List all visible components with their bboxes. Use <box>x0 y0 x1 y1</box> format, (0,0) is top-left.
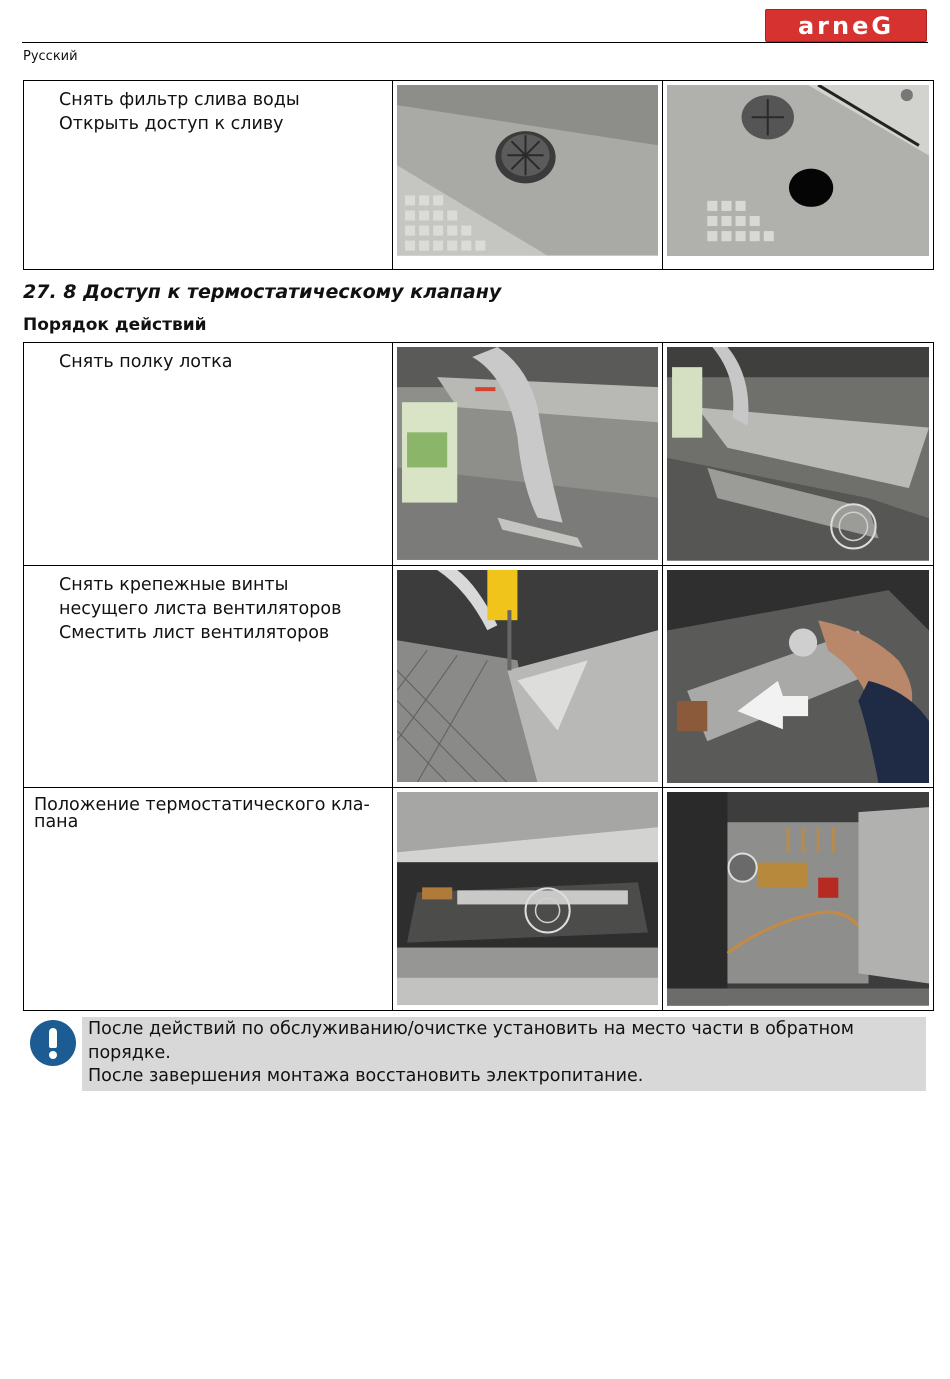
photo-cell <box>393 788 663 1011</box>
table-row <box>24 81 934 270</box>
photo-cell <box>663 343 934 566</box>
photo-cell <box>393 565 663 788</box>
table-row <box>24 343 934 566</box>
photo-cell <box>393 81 663 270</box>
notice-line-1: После действий по обслуживанию/очистке установить на место части в обратном порядке. <box>88 1019 854 1063</box>
table-row <box>24 788 934 1011</box>
step-text: Снять крепежные винты несущего листа вентиляторов Сместить лист вентиляторов <box>59 574 342 643</box>
notice-line-2: После завершения монтажа восстановить электропитание. <box>88 1066 644 1086</box>
language-label: Русский <box>23 49 78 64</box>
step-cell <box>24 81 393 270</box>
brand-logo <box>765 9 927 42</box>
step-text: Снять фильтр слива воды Открыть доступ к сливу <box>59 90 300 134</box>
notice-box <box>82 1017 926 1091</box>
photo-drain-open <box>667 85 929 256</box>
step-text: Положение термостатического кла- пана <box>34 795 370 833</box>
brand-logo-mark <box>766 10 926 41</box>
table-row <box>24 565 934 788</box>
photo-cell <box>663 81 934 270</box>
photo-cell <box>663 565 934 788</box>
steps-table-drain <box>23 80 934 270</box>
section-title: 27. 8 Доступ к термостатическому клапану <box>23 281 502 303</box>
brand-logo-text: arneG <box>797 12 895 40</box>
photo-valve-position-2 <box>667 792 929 1006</box>
step-cell <box>24 343 393 566</box>
header-divider <box>22 42 928 43</box>
photo-shift-fan-plate <box>667 570 929 784</box>
exclamation-icon <box>30 1020 76 1066</box>
step-text: Снять полку лотка <box>59 352 233 372</box>
photo-remove-shelf-2 <box>667 347 929 561</box>
procedure-label: Порядок действий <box>23 315 207 335</box>
photo-drain-filter <box>397 85 658 256</box>
photo-unscrew-fan-plate <box>397 570 658 783</box>
step-cell <box>24 788 393 1011</box>
step-cell <box>24 565 393 788</box>
photo-remove-shelf-1 <box>397 347 658 560</box>
photo-valve-position-1 <box>397 792 658 1005</box>
photo-cell <box>663 788 934 1011</box>
photo-cell <box>393 343 663 566</box>
steps-table-valve <box>23 342 934 1011</box>
